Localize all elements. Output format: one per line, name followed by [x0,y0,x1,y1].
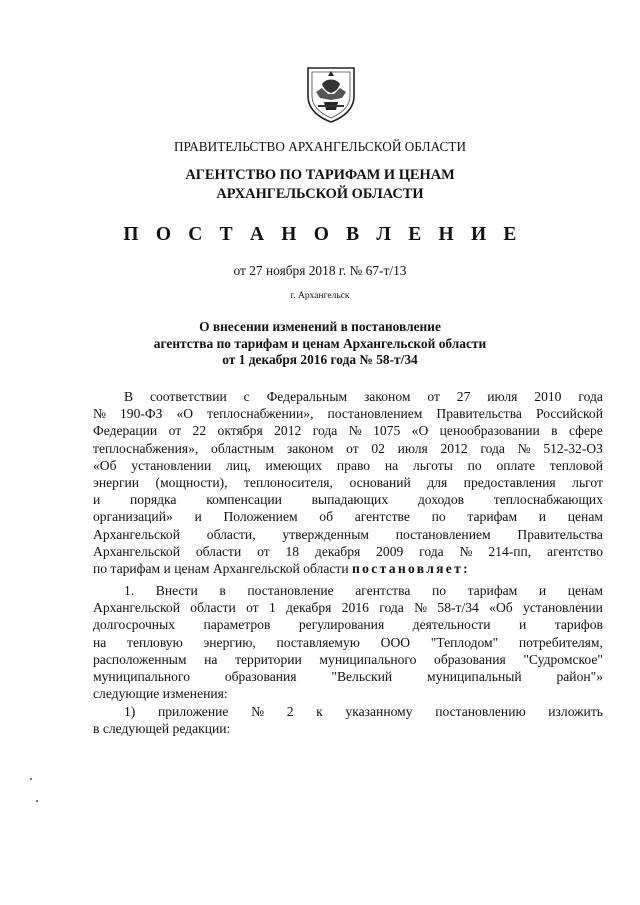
word: 2012 [440,440,468,456]
word: законом [363,389,411,404]
word: года [480,440,505,456]
document-type: П О С Т А Н О В Л Е Н И Е [123,224,523,245]
word: потребителям, [518,634,603,650]
word: 27 [456,389,471,404]
justified-line [93,651,603,668]
word: тепловой [549,457,603,473]
word: октября [217,423,263,439]
word: в [551,423,558,439]
word: предоставления [463,474,556,490]
word: теплоносителя, [244,474,333,490]
title-line: О внесении изменений в постановление [199,319,441,334]
word: сфере [568,423,603,439]
word: 2 [286,704,294,719]
word: области [190,600,236,616]
word: порядка [130,492,177,508]
word: регулирования [298,617,385,633]
word: года [312,423,338,439]
word: декабря [286,600,332,616]
justified-line [93,457,603,474]
word: законом [286,440,334,456]
word: имеющих [265,457,323,473]
word: право [336,457,371,473]
word: с [243,389,250,404]
word: и [518,617,527,633]
word: 214-пп, [488,543,532,559]
line-text: по тарифам и ценам Архангельской области [93,560,349,576]
word: к [316,704,323,719]
word: (мощности), [155,474,228,490]
paragraph-item-1 [93,582,603,702]
word: 2010 [534,389,562,404]
word: Федерации [93,423,158,439]
word: энергию, [203,634,256,650]
justified-line [93,634,603,651]
city-name: г. Архангельск [290,291,350,301]
agency-line: АГЕНТСТВО ПО ТАРИФАМ И ЦЕНАМ [185,167,455,183]
word: Правительства [436,406,522,422]
word: декабря [314,543,361,559]
word: В [124,389,134,404]
justified-line [93,422,603,439]
justified-line [93,582,603,599]
word: ООО [380,634,411,650]
word: постановлению [435,704,526,719]
word: тарифам [467,583,518,598]
justified-line [93,526,603,543]
word: образования [434,651,506,667]
title-line: агентства по тарифам и ценам Архангельской области [153,335,487,351]
word: и [93,492,101,508]
word: "Судромское" [523,651,603,667]
word: "Теплодом" [430,634,499,650]
last-line: следующие изменения: [93,686,228,702]
word: для [427,474,448,490]
agency-line: АРХАНГЕЛЬСКОЙ ОБЛАСТИ [216,186,424,202]
word: изложить [548,704,603,719]
scan-speck [30,778,32,780]
word: 2012 [274,423,302,439]
word: тепловую [127,634,183,650]
word: муниципального [93,668,191,684]
word: июля [487,389,518,404]
word: выпадающих [311,492,389,508]
word: № [517,440,531,456]
word: Российской [535,406,603,422]
word: муниципальный [427,668,522,684]
word: № [93,406,106,422]
word: Архангельской [93,543,180,559]
word: льготы [412,457,453,473]
word: Положением [223,509,298,525]
word: Федеральным [266,389,348,404]
word: на [384,457,399,473]
justified-line [93,491,603,508]
justified-line [93,543,603,560]
document-title [0,319,640,369]
word: «Об [489,600,513,616]
justified-line [93,474,603,491]
word: «О [176,406,194,422]
justified-line [93,508,603,525]
scan-speck [36,800,38,802]
word: ценам [567,583,603,598]
word: 2009 [376,543,404,559]
word: 18 [285,543,300,559]
word: теплоснабжения», [93,440,199,456]
word: агентство [547,543,603,559]
word: территории [235,651,302,667]
word: постановление [247,583,334,598]
justified-line [93,668,603,685]
word: лиц, [226,457,251,473]
word: тарифов [554,617,603,633]
word: постановлением [395,526,491,542]
title-line: от 1 декабря 2016 года № 58-т/34 [222,352,418,367]
agency-name [0,166,640,204]
word: 2016 [341,600,369,616]
word: утвержденным [282,526,369,542]
word: Внести [155,583,198,598]
word: 1) [124,704,136,719]
last-line [93,560,603,577]
word: муниципального [319,651,417,667]
word: ценообразовании [439,423,540,439]
word: Правительства [517,526,603,542]
word: оснований [349,474,411,490]
word: оплате [496,457,535,473]
paragraph-subitem-1 [93,703,603,737]
word: район"» [556,668,603,684]
word: указанному [345,704,413,719]
resolve-keyword: постановляет: [352,560,470,576]
last-line: в следующей редакции: [93,721,231,737]
coat-of-arms-emblem [300,62,362,124]
word: деятельности [412,617,491,633]
justified-line [93,405,603,422]
government-name: ПРАВИТЕЛЬСТВО АРХАНГЕЛЬСКОЙ ОБЛАСТИ [173,139,467,154]
word: Архангельской [93,526,180,542]
justified-line [93,388,603,405]
word: установлении [523,600,603,616]
word: № [348,423,362,439]
justified-line [93,599,603,616]
word: в [219,583,226,598]
word: "Вельский [331,668,393,684]
word: 1 [268,600,276,616]
word: об [319,509,333,525]
word: от [168,423,182,439]
word: образования [224,668,297,684]
word: организаций» [93,509,173,525]
word: по [467,457,482,473]
word: доходов [417,492,465,508]
word: на [93,634,107,650]
word: и [538,509,547,525]
word: 58-т/34 [437,600,479,616]
word: по [431,583,447,598]
word: от [257,543,270,559]
word: области, [206,526,256,542]
word: 1. [124,583,135,598]
word: компенсации [206,492,282,508]
word: долгосрочных [93,617,176,633]
word: 1075 [373,423,401,439]
word: № [251,704,265,719]
word: от [346,440,359,456]
word: 190-ФЗ [120,406,163,422]
word: от [246,600,259,616]
word: агентства [355,583,411,598]
word: параметров [203,617,271,633]
paragraph-preamble [93,388,603,577]
justified-line [93,703,603,720]
word: года [419,543,444,559]
word: постановлением [327,406,423,422]
word: расположенным [93,651,187,667]
word: июля [397,440,428,456]
word: теплоснабжающих [493,492,603,508]
word: агентстве [354,509,410,525]
word: области [195,543,242,559]
word: соответствии [149,389,227,404]
word: Архангельской [93,600,180,616]
word: установлении [131,457,212,473]
date-and-number: от 27 ноября 2018 г. № 67-т/13 [233,263,407,278]
word: на [204,651,218,667]
word: теплоснабжении», [207,406,314,422]
word: по [431,509,446,525]
word: «Об [93,457,117,473]
justified-line [93,440,603,457]
word: № [414,600,428,616]
justified-line [93,616,603,633]
word: 22 [192,423,207,439]
word: от [427,389,440,404]
word: областным [211,440,275,456]
word: приложение [157,704,229,719]
word: года [379,600,404,616]
word: ценам [567,509,603,525]
word: поставляемую [276,634,360,650]
word: и [538,583,547,598]
word: льгот [572,474,603,490]
word: № [459,543,473,559]
word: энергии [93,474,140,490]
word: года [578,389,603,404]
word: 02 [371,440,385,456]
word: 512-32-ОЗ [543,440,603,456]
word: тарифам [467,509,518,525]
word: «О [411,423,429,439]
word: и [194,509,202,525]
